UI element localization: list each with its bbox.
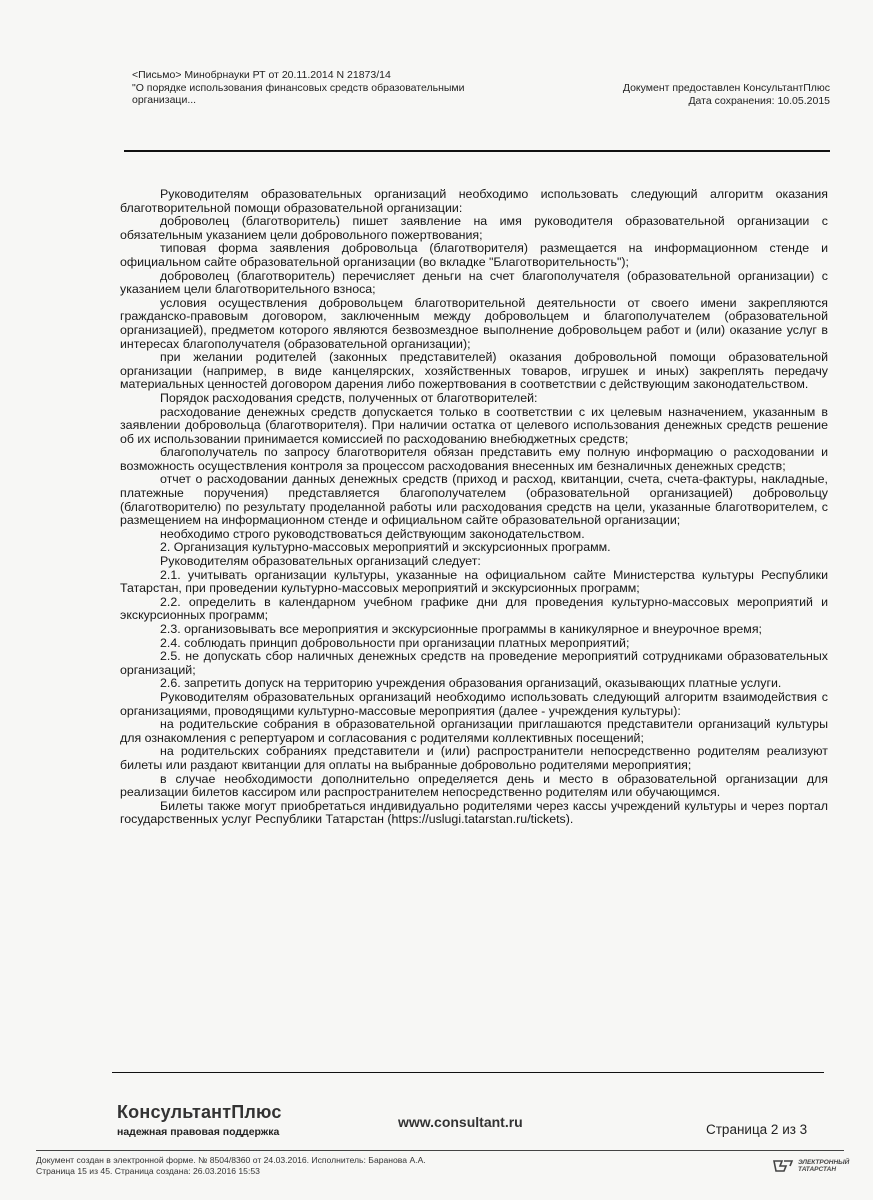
electronic-stamp	[36, 1155, 596, 1177]
logo-text-line1: ЭЛЕКТРОННЫЙ	[798, 1158, 850, 1166]
body-paragraph: Руководителям образовательных организаций необходимо использовать следующий алгоритм оказания благотворительной помощи образовательной организации:	[120, 187, 828, 215]
website-link[interactable]: www.consultant.ru	[398, 1114, 523, 1130]
section-heading: 2. Организация культурно-массовых мероприятий и экскурсионных программ.	[160, 540, 611, 555]
body-paragraph: Порядок расходования средств, полученных от благотворителей:	[160, 390, 538, 405]
body-paragraph: 2.4. соблюдать принцип добровольности при организации платных мероприятий;	[160, 635, 630, 650]
logo-text-line2: ТАТАРСТАН	[798, 1166, 837, 1173]
body-paragraph: благополучатель по запросу благотворителя обязан представить ему полную информацию о расходовании и возможность осуществления контроля за процессом расходования внесенных им безналичных денежных средств;	[120, 445, 828, 473]
footer-divider	[112, 1072, 824, 1073]
body-paragraph: 2.3. организовывать все мероприятия и экскурсионные программы в каникулярное и внеурочное время;	[160, 622, 762, 636]
body-paragraph: доброволец (благотворитель) пишет заявление на имя руководителя образовательной организации с обязательным указанием цели добровольного пожертвования;	[120, 214, 828, 242]
body-paragraph: необходимо строго руководствоваться действующим законодательством.	[160, 526, 585, 541]
document-body	[120, 188, 828, 827]
header-save-date: Дата сохранения: 10.05.2015	[688, 94, 830, 107]
header-letter-title: <Письмо> Минобрнауки РТ от 20.11.2014 N 21873/14	[132, 69, 391, 81]
body-paragraph: Руководителям образовательных организаций следует:	[160, 554, 481, 569]
body-paragraph: 2.2. определить в календарном учебном графике дни для проведения культурно-массовых мероприятий и экскурсионных программ;	[120, 594, 828, 623]
body-paragraph: отчет о расходовании данных денежных средств (приход и расход, квитанции, счета, счета-фактуры, накладные, платежные поручения) представляется благополучателем (образовательной организацией) добровольцу (благотворителю) по результату проделанной работы или расходования средств на цели, указанные благотворителем, с размещением на информационном стенде и официальном сайте образовательной организации;	[120, 472, 828, 528]
stamp-document-info: Документ создан в электронной форме. № 8504/8360 от 24.03.2016. Исполнитель: Баранова А.А.	[36, 1155, 426, 1165]
stamp-page-info: Страница 15 из 45. Страница создана: 26.03.2016 15:53	[36, 1166, 260, 1176]
body-paragraph: расходование денежных средств допускается только в соответствии с их целевым назначением, указанным в заявлении добровольца (благотворителя). При наличии остатка от целевого использования денежных средств решение об их использовании принимается комиссией по расходованию внебюджетных средств;	[120, 404, 828, 446]
body-paragraph: доброволец (благотворитель) перечисляет деньги на счет благополучателя (образовательной организации) с указанием цели благотворительного взноса;	[120, 268, 828, 297]
body-paragraph: условия осуществления добровольцем благотворительной деятельности от своего имени закрепляются гражданско-правовым договором, заключенным между добровольцем и благополучателем (образовательной организацией), предметом которого являются безвозмездное выполнение добровольцем работ и (или) оказание услуг в интересах благополучателя (образовательной организации);	[120, 295, 828, 351]
brand-tagline: надежная правовая поддержка	[117, 1126, 280, 1138]
body-paragraph: типовая форма заявления добровольца (благотворителя) размещается на информационном стенде и официальном сайте образовательной организации (во вкладке "Благотворительность");	[120, 241, 828, 269]
body-paragraph: на родительские собрания в образовательной организации приглашаются представители организаций культуры для ознакомления с репертуаром и согласования с родителями коллективных посещений;	[120, 717, 828, 745]
body-paragraph: при желании родителей (законных представителей) оказания добровольной помощи образовательной организации (например, в виде канцелярских, хозяйственных товаров, игрушек и иных) закреплять передачу материальных ценностей договором дарения либо пожертвования в соответствии с действующим законодательством.	[120, 350, 828, 392]
body-paragraph: Руководителям образовательных организаций необходимо использовать следующий алгоритм взаимодействия с организациями, проводящими культурно-массовые мероприятия (далее - учреждения культуры):	[120, 689, 828, 718]
header-divider	[124, 150, 830, 152]
stamp-divider	[36, 1150, 844, 1151]
header-letter-subject: "О порядке использования финансовых средств образовательными организаци...	[132, 81, 465, 106]
body-paragraph: 2.6. запретить допуск на территорию учреждения образования организаций, оказывающих платные услуги.	[160, 676, 782, 691]
document-header-reference	[132, 69, 492, 107]
body-paragraph: Билеты также могут приобретаться индивидуально родителями через кассы учреждений культуры и через портал государственных услуг Республики Татарстан (https://uslugi.tatarstan.ru/tickets).	[120, 798, 828, 827]
body-paragraph: на родительских собраниях представители и (или) распространители непосредственно родителям реализуют билеты или раздают квитанции для оплаты на выбранные добровольно родителями мероприятия;	[120, 744, 828, 772]
body-paragraph: 2.1. учитывать организации культуры, указанные на официальном сайте Министерства культуры Республики Татарстан, при проведении культурно-массовых мероприятий и экскурсионных программ;	[120, 567, 828, 596]
consultant-brand-logo: КонсультантПлюс	[117, 1102, 282, 1122]
body-paragraph: в случае необходимости дополнительно определяется день и место в образовательной организации для реализации билетов кассиром или распространителем непосредственно родителям или обучающимся.	[120, 771, 828, 800]
tatarstan-logo-icon	[772, 1158, 794, 1174]
document-header-source	[560, 82, 830, 107]
header-provider: Документ предоставлен КонсультантПлюс	[622, 82, 830, 94]
electronic-tatarstan-logo	[772, 1158, 849, 1174]
body-paragraph: 2.5. не допускать сбор наличных денежных средств на проведение мероприятий сотрудниками образовательных организаций;	[120, 649, 828, 677]
page-number: Страница 2 из 3	[706, 1122, 808, 1137]
